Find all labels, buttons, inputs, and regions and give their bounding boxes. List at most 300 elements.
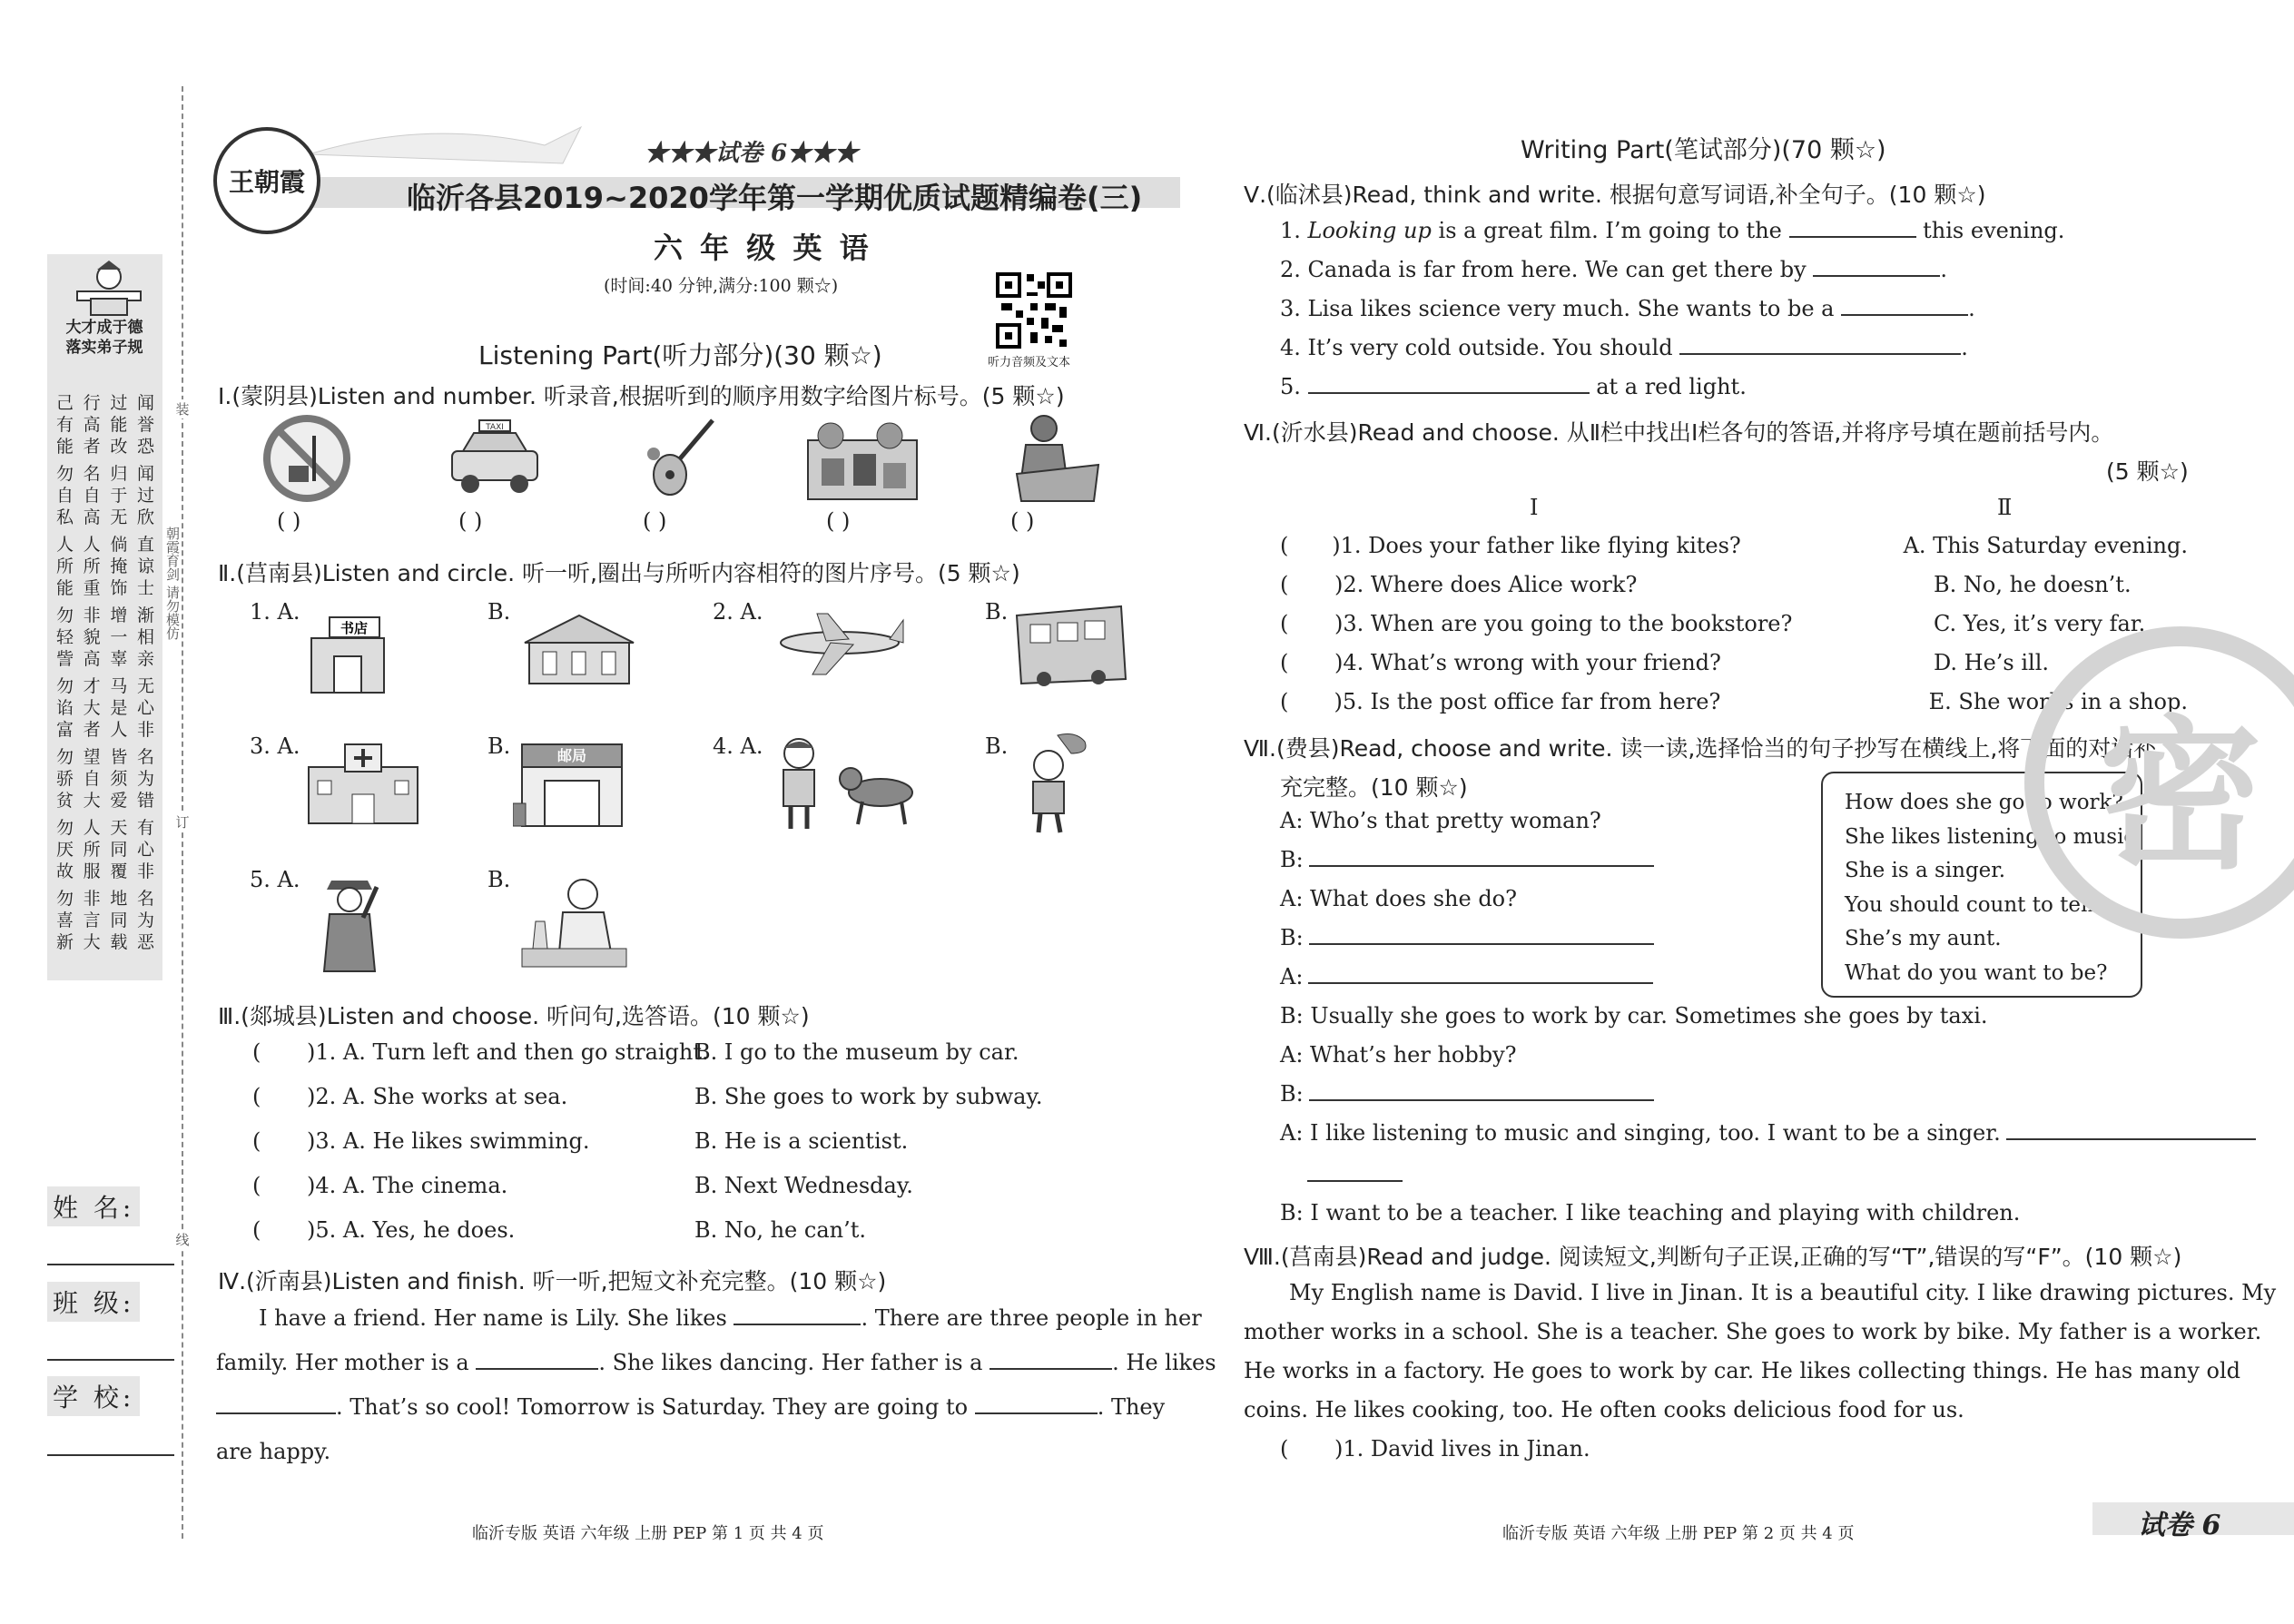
grid-char: 人 — [83, 535, 101, 555]
taxi-sign: TAXI — [486, 423, 504, 432]
passage-text: . That’s so cool! Tomorrow is Saturday. They are going to — [336, 1394, 969, 1420]
passage-blank[interactable] — [975, 1412, 1098, 1414]
grid-char: 掩 — [110, 556, 128, 576]
grid-char: 人 — [56, 535, 74, 555]
grid-char: 能 — [56, 437, 74, 457]
match-question — [1280, 533, 2188, 572]
stamp-text: 密 — [2098, 702, 2262, 891]
item-4-b-label[interactable]: B. — [985, 733, 1009, 759]
grid-row — [56, 534, 154, 556]
option-a: )5. A. Yes, he does. — [307, 1217, 516, 1243]
grid-char: 直 — [136, 535, 154, 555]
section-8-heading: Ⅷ.(莒南县)Read and judge. 阅读短文,判断句子正误,正确的写“T”,错误的写“F”。(10 颗☆) — [1244, 1244, 2182, 1270]
grid-char: 覆 — [110, 861, 128, 881]
grid-row — [56, 931, 154, 953]
passage-text: . She likes dancing. Her father is a — [598, 1350, 983, 1375]
dialogue-line — [1280, 1120, 2256, 1146]
section-4-heading: Ⅳ.(沂南县)Listen and finish. 听一听,把短文补充完整。(10 颗☆) — [218, 1268, 887, 1294]
grid-char: 同 — [110, 840, 128, 860]
grid-char: 归 — [110, 464, 128, 484]
option-a: )1. A. Turn left and then go straight. — [307, 1039, 709, 1065]
passage-text: . There are three people in her — [861, 1305, 1202, 1331]
grid-char: 勿 — [56, 605, 74, 625]
grid-char: 人 — [110, 720, 128, 740]
answer-bracket[interactable]: ( ) — [458, 508, 483, 534]
match-answer: D. He’s ill. — [1934, 650, 2050, 675]
grid-char: 勿 — [56, 676, 74, 696]
option-b: B. She goes to work by subway. — [694, 1084, 1043, 1109]
grid-char: 轻 — [56, 627, 74, 647]
sentence-option[interactable]: What do you want to be? — [1845, 960, 2108, 985]
option-a: )4. A. The cinema. — [307, 1173, 508, 1198]
grid-char: 马 — [110, 676, 128, 696]
q-text: 4. It’s very cold outside. You should — [1280, 335, 1673, 360]
fill-blank[interactable] — [1679, 353, 1961, 355]
grid-char: 同 — [110, 910, 128, 930]
reading-passage: He works in a factory. He goes to work by car. He likes collecting things. He has many old — [1244, 1358, 2241, 1383]
section-7-heading-cont: 充完整。(10 颗☆) — [1280, 774, 1468, 801]
answer-bracket[interactable]: ( — [1280, 611, 1289, 636]
answer-bracket[interactable]: ( — [252, 1173, 261, 1198]
grid-char: 富 — [56, 720, 74, 740]
answer-bracket[interactable]: ( ) — [826, 508, 851, 534]
exam-subtitle: 六 年 级 英 语 — [654, 231, 872, 265]
time-note: (时间:40 分钟,满分:100 颗☆) — [604, 276, 839, 296]
grid-row — [56, 719, 154, 741]
section-2-heading: Ⅱ.(莒南县)Listen and circle. 听一听,圈出与所听内容相符的图片序号。(5 颗☆) — [218, 560, 1020, 586]
grid-char: 渐 — [136, 605, 154, 625]
fold-note: 朝霞育剑 请勿模仿 — [164, 527, 181, 640]
grid-char: 大 — [83, 698, 101, 718]
grid-char: 天 — [110, 818, 128, 838]
scientist-image — [517, 871, 631, 971]
choice-question — [252, 1128, 1160, 1173]
grid-row — [56, 605, 154, 626]
speaker: A: — [1280, 964, 1304, 989]
grid-char: 己 — [56, 393, 74, 413]
sentence-option[interactable]: She’s my aunt. — [1845, 927, 2002, 950]
fill-line-1 — [1280, 218, 2064, 243]
grid-char: 无 — [110, 507, 128, 527]
grid-char: 为 — [136, 769, 154, 789]
section-3-heading: Ⅲ.(郯城县)Listen and choose. 听问句,选答语。(10 颗☆) — [218, 1003, 810, 1029]
answer-bracket[interactable]: ( — [252, 1039, 261, 1065]
grid-char: 勿 — [56, 889, 74, 909]
grid-char: 私 — [56, 507, 74, 527]
school-label: 学 校: — [47, 1376, 140, 1416]
footer-right: 临沂专版 英语 六年级 上册 PEP 第 2 页 共 4 页 — [1502, 1524, 1855, 1543]
section-5-heading: Ⅴ.(临沭县)Read, think and write. 根据句意写词语,补全句子。(10 颗☆) — [1244, 182, 1986, 208]
match-answer: C. Yes, it’s very far. — [1934, 611, 2146, 636]
grid-char: 恶 — [136, 932, 154, 952]
dialogue-blank[interactable] — [1309, 1099, 1654, 1101]
post-office-image — [513, 740, 631, 831]
dialogue-blank[interactable] — [2006, 1138, 2256, 1140]
grid-char: 高 — [83, 507, 101, 527]
listening-heading: Listening Part(听力部分)(30 颗☆) — [478, 340, 882, 370]
grid-char: 才 — [83, 676, 101, 696]
section-7-heading: Ⅶ.(费县)Read, choose and write. 读一读,选择恰当的句子抄写在横线上,将下面的对话补 — [1244, 735, 2157, 762]
bookstore-image — [298, 606, 398, 697]
speaker: B: — [1280, 1081, 1304, 1107]
q-text: 2. Canada is far from here. We can get there by — [1280, 257, 1807, 282]
paper-number: ★★★试卷 6★★★ — [645, 140, 859, 167]
plane-image — [772, 606, 908, 679]
dialogue-blank[interactable] — [1307, 1180, 1403, 1182]
fill-line-2 — [1280, 257, 1947, 282]
column-2-label: Ⅱ — [1997, 495, 2013, 520]
grid-char: 过 — [136, 486, 154, 506]
grid-char: 相 — [136, 627, 154, 647]
grid-char: 者 — [83, 437, 101, 457]
passage-blank[interactable] — [989, 1368, 1112, 1370]
grid-char: 者 — [83, 720, 101, 740]
writing-heading: Writing Part(笔试部分)(70 颗☆) — [1521, 136, 1886, 164]
grid-char: 地 — [110, 889, 128, 909]
passage-line — [259, 1305, 1202, 1331]
section-6-heading: Ⅵ.(沂水县)Read and choose. 从Ⅱ栏中找出Ⅰ栏各句的答语,并将序号填在题前括号内。 — [1244, 419, 2114, 446]
match-question-text: )3. When are you going to the bookstore? — [1334, 611, 1793, 636]
grid-row — [56, 485, 154, 507]
qr-code-image[interactable] — [994, 271, 1074, 350]
train-image — [1008, 597, 1135, 693]
match-answer: A. This Saturday evening. — [1903, 533, 2188, 558]
grid-char: 勿 — [56, 818, 74, 838]
grid-char: 须 — [110, 769, 128, 789]
grid-char: 改 — [110, 437, 128, 457]
section-3-questions — [252, 1039, 1160, 1262]
judge-text: )1. David lives in Jinan. — [1334, 1436, 1590, 1462]
footer-left: 临沂专版 英语 六年级 上册 PEP 第 1 页 共 4 页 — [472, 1524, 824, 1543]
section-1-heading: Ⅰ.(蒙阴县)Listen and number. 听录音,根据听到的顺序用数字给图片标号。(5 颗☆) — [218, 383, 1065, 409]
cinema-image — [516, 606, 643, 688]
grid-char: 重 — [83, 578, 101, 598]
fill-line-5 — [1280, 374, 1747, 399]
choice-question — [252, 1173, 1160, 1217]
fill-blank[interactable] — [1308, 392, 1590, 394]
name-label: 姓 名: — [47, 1186, 140, 1226]
sentence-option[interactable]: She likes listening to music. — [1845, 824, 2142, 849]
grid-row — [56, 746, 154, 768]
dialogue-line: B: Usually she goes to work by car. Sometimes she goes by taxi. — [1280, 1003, 1988, 1029]
match-question-text: )1. Does your father like flying kites? — [1332, 533, 1741, 558]
police-officer-image — [304, 867, 395, 976]
dialogue-line: A: Who’s that pretty woman? — [1280, 808, 1601, 833]
grid-row — [56, 556, 154, 577]
grid-row — [56, 888, 154, 910]
match-answer: E. She works in a shop. — [1928, 689, 2188, 714]
item-1-b-label[interactable]: B. — [487, 599, 511, 625]
grid-char: 勿 — [56, 747, 74, 767]
fold-label-xian: 线 — [172, 1230, 192, 1249]
grid-char: 谅 — [136, 556, 154, 576]
grid-char: 高 — [83, 649, 101, 669]
passage-blank[interactable] — [733, 1324, 861, 1325]
grid-row — [56, 861, 154, 882]
grid-row — [56, 392, 154, 414]
grid-char: 有 — [136, 818, 154, 838]
passage-line: are happy. — [216, 1439, 331, 1464]
speaker: B: — [1280, 925, 1304, 950]
match-question-text: )5. Is the post office far from here? — [1334, 689, 1721, 714]
grid-char: 行 — [83, 393, 101, 413]
passage-text: . They — [1097, 1394, 1166, 1420]
grid-char: 错 — [136, 791, 154, 811]
hospital-image — [300, 740, 427, 826]
option-b: B. I go to the museum by car. — [694, 1039, 1019, 1065]
item-5-b-label[interactable]: B. — [487, 867, 511, 892]
grid-char: 故 — [56, 861, 74, 881]
item-2-a-label[interactable]: 2. A. — [713, 599, 763, 625]
item-3-b-label[interactable]: B. — [487, 733, 511, 759]
name-field[interactable] — [47, 1262, 174, 1265]
item-4-a-label[interactable]: 4. A. — [713, 733, 763, 759]
grid-char: 于 — [110, 486, 128, 506]
grid-row — [56, 507, 154, 528]
grid-char: 骄 — [56, 769, 74, 789]
grid-row — [56, 839, 154, 861]
grid-char: 名 — [136, 747, 154, 767]
grid-char: 恐 — [136, 437, 154, 457]
fold-label-zhuang: 装 — [172, 399, 192, 418]
grid-row — [56, 817, 154, 839]
grid-char: 大 — [83, 932, 101, 952]
grid-char: 有 — [56, 415, 74, 435]
grid-char: 訾 — [56, 649, 74, 669]
passage-blank[interactable] — [216, 1412, 336, 1414]
grid-char: 能 — [56, 578, 74, 598]
grid-char: 贫 — [56, 791, 74, 811]
dizigui-grid — [56, 392, 154, 953]
grid-char: 过 — [110, 393, 128, 413]
q-dot: . — [1968, 296, 1975, 321]
grid-char: 谄 — [56, 698, 74, 718]
fill-line-4 — [1280, 335, 1968, 360]
grid-row — [56, 648, 154, 670]
dialogue-blank[interactable] — [1309, 865, 1654, 867]
sentence-option[interactable]: You should count to ten. — [1845, 892, 2102, 917]
reading-passage: mother works in a school. She is a teacher. She goes to work by bike. My father is a worker. — [1244, 1319, 2262, 1344]
speaker: B: — [1280, 847, 1304, 872]
grid-char: 是 — [110, 698, 128, 718]
grid-char: 服 — [83, 861, 101, 881]
grid-char: 所 — [56, 556, 74, 576]
grid-char: 自 — [83, 769, 101, 789]
item-1-a-label[interactable]: 1. A. — [250, 599, 300, 625]
exam-title: 临沂各县2019~2020学年第一学期优质试题精编卷(三) — [407, 181, 1143, 215]
grid-char: 心 — [136, 840, 154, 860]
fold-label-ding: 订 — [172, 812, 192, 832]
item-5-a-label[interactable]: 5. A. — [250, 867, 300, 892]
grid-char: 誉 — [136, 415, 154, 435]
passage-line — [216, 1394, 1165, 1420]
grid-char: 喜 — [56, 910, 74, 930]
fill-line-3 — [1280, 296, 1975, 321]
grid-char: 望 — [83, 747, 101, 767]
bookstore-sign: 书店 — [340, 620, 369, 636]
boy-playing-image — [1008, 410, 1108, 506]
match-question — [1280, 650, 2188, 689]
reading-passage: My English name is David. I live in Jinan. It is a beautiful city. I like drawing pictures. My — [1289, 1280, 2277, 1305]
grid-char: 倘 — [110, 535, 128, 555]
angry-boy-image — [1008, 731, 1098, 835]
grid-char: 非 — [83, 889, 101, 909]
answer-bracket[interactable]: ( — [1280, 533, 1289, 558]
grid-char: 貌 — [83, 627, 101, 647]
choice-question — [252, 1039, 1160, 1084]
reading-passage: coins. He likes cooking, too. He often cooks delicious food for us. — [1244, 1397, 1964, 1422]
q-dot: . — [1940, 257, 1947, 282]
option-b: B. He is a scientist. — [694, 1128, 909, 1154]
grid-char: 非 — [136, 720, 154, 740]
fill-blank[interactable] — [1789, 236, 1916, 238]
match-question-text: )4. What’s wrong with your friend? — [1334, 650, 1721, 675]
grid-char: 爱 — [110, 791, 128, 811]
grid-char: 亲 — [136, 649, 154, 669]
grid-char: 辜 — [110, 649, 128, 669]
column-1-label: Ⅰ — [1530, 495, 1539, 520]
option-a: )2. A. She works at sea. — [307, 1084, 568, 1109]
answer-bracket[interactable]: ( — [1280, 1436, 1289, 1462]
choice-question — [252, 1084, 1160, 1128]
q-text: is a great film. I’m going to the — [1438, 218, 1782, 243]
boy-and-dog-image — [767, 733, 926, 833]
grid-char: 闻 — [136, 464, 154, 484]
q-text: this evening. — [1923, 218, 2065, 243]
taxi-image — [445, 413, 545, 504]
option-a: )3. A. He likes swimming. — [307, 1128, 590, 1154]
grid-char: 自 — [83, 486, 101, 506]
grid-char: 所 — [83, 840, 101, 860]
grid-char: 勿 — [56, 464, 74, 484]
answer-bracket[interactable]: ( ) — [277, 508, 301, 534]
option-b: B. Next Wednesday. — [694, 1173, 913, 1198]
grid-char: 欣 — [136, 507, 154, 527]
grid-char: 皆 — [110, 747, 128, 767]
dialogue-blank[interactable] — [1308, 982, 1653, 984]
item-3-a-label[interactable]: 3. A. — [250, 733, 300, 759]
dialogue-blank[interactable] — [1309, 943, 1654, 945]
grid-row — [56, 577, 154, 599]
brand-logo — [213, 127, 320, 234]
speaker: A: I like listening to music and singing, too. I want to be a singer. — [1280, 1120, 2001, 1146]
grid-char: 增 — [110, 605, 128, 625]
sentence-option[interactable]: She is a singer. — [1845, 859, 2006, 882]
choice-question — [252, 1217, 1160, 1262]
passage-text: family. Her mother is a — [216, 1350, 469, 1375]
grid-row — [56, 790, 154, 812]
grid-char: 厌 — [56, 840, 74, 860]
passage-blank[interactable] — [476, 1368, 598, 1370]
grid-char: 饰 — [110, 578, 128, 598]
grid-char: 新 — [56, 932, 74, 952]
dialogue-line — [1280, 964, 1653, 989]
dialogue-line — [1280, 847, 1654, 872]
film-title: Looking up — [1307, 218, 1432, 243]
motto-line: 落实弟子规 — [65, 339, 143, 357]
passage-text: I have a friend. Her name is Lily. She likes — [259, 1305, 727, 1331]
answer-bracket[interactable]: ( ) — [1010, 508, 1035, 534]
passage-line — [216, 1350, 1216, 1375]
school-field[interactable] — [47, 1452, 174, 1456]
answer-bracket[interactable]: ( — [252, 1217, 261, 1243]
qr-caption: 听力音频及文本 — [988, 356, 1071, 369]
grid-char: 人 — [83, 818, 101, 838]
grid-char: 心 — [136, 698, 154, 718]
grid-char: 非 — [83, 605, 101, 625]
sentence-option[interactable]: How does she go to work? — [1845, 791, 2123, 814]
grid-row — [56, 436, 154, 458]
brand-logo-text: 王朝霞 — [228, 167, 305, 197]
answer-bracket[interactable]: ( — [252, 1084, 261, 1109]
scholar-figure-image — [64, 259, 154, 318]
grid-char: 非 — [136, 861, 154, 881]
dialogue-line — [1280, 925, 1654, 950]
grid-char: 为 — [136, 910, 154, 930]
grid-char: 大 — [83, 791, 101, 811]
answer-bracket[interactable]: ( — [1280, 650, 1289, 675]
grid-row — [56, 463, 154, 485]
guitar-image — [635, 413, 726, 504]
q-dot: . — [1961, 335, 1968, 360]
match-question — [1280, 611, 2188, 650]
grid-char: 士 — [136, 578, 154, 598]
dialogue-line: B: I want to be a teacher. I like teaching and playing with children. — [1280, 1200, 2021, 1225]
answer-bracket[interactable]: ( — [1280, 572, 1289, 597]
grid-char: 高 — [83, 415, 101, 435]
match-question — [1280, 572, 2188, 611]
grid-char: 无 — [136, 676, 154, 696]
answer-bracket[interactable]: ( ) — [643, 508, 667, 534]
answer-bracket[interactable]: ( — [1280, 689, 1289, 714]
paper-tag: 试卷 6 — [2138, 1510, 2221, 1541]
grid-char: 闻 — [136, 393, 154, 413]
option-b: B. No, he can’t. — [694, 1217, 866, 1243]
fill-blank[interactable] — [1813, 275, 1940, 277]
answer-bracket[interactable]: ( — [252, 1128, 261, 1154]
grid-row — [56, 414, 154, 436]
stamp-collecting-image — [803, 413, 921, 504]
grid-row — [56, 768, 154, 790]
fill-blank[interactable] — [1841, 314, 1968, 316]
dialogue-line: A: What does she do? — [1280, 886, 1517, 911]
judge-question — [1280, 1436, 1590, 1462]
dialogue-line — [1280, 1081, 1654, 1107]
passage-text: . He likes — [1112, 1350, 1216, 1375]
match-question-text: )2. Where does Alice work? — [1334, 572, 1638, 597]
grid-row — [56, 626, 154, 648]
post-office-sign: 邮局 — [556, 747, 587, 764]
class-field[interactable] — [47, 1357, 174, 1361]
grid-char: 所 — [83, 556, 101, 576]
grid-row — [56, 697, 154, 719]
grid-char: 名 — [136, 889, 154, 909]
grid-char: 能 — [110, 415, 128, 435]
motto-line: 大才成于德 — [65, 319, 143, 337]
no-mopping-sign-image — [261, 413, 352, 504]
dialogue-line: A: What’s her hobby? — [1280, 1042, 1517, 1068]
q-text: 3. Lisa likes science very much. She wants to be a — [1280, 296, 1835, 321]
grid-row — [56, 910, 154, 931]
grid-char: 载 — [110, 932, 128, 952]
grid-char: 一 — [110, 627, 128, 647]
grid-char: 名 — [83, 464, 101, 484]
grid-row — [56, 675, 154, 697]
section-6-stars: (5 颗☆) — [2106, 458, 2189, 485]
q-number: 5. — [1280, 374, 1301, 399]
item-2-b-label[interactable]: B. — [985, 599, 1009, 625]
grid-char: 自 — [56, 486, 74, 506]
